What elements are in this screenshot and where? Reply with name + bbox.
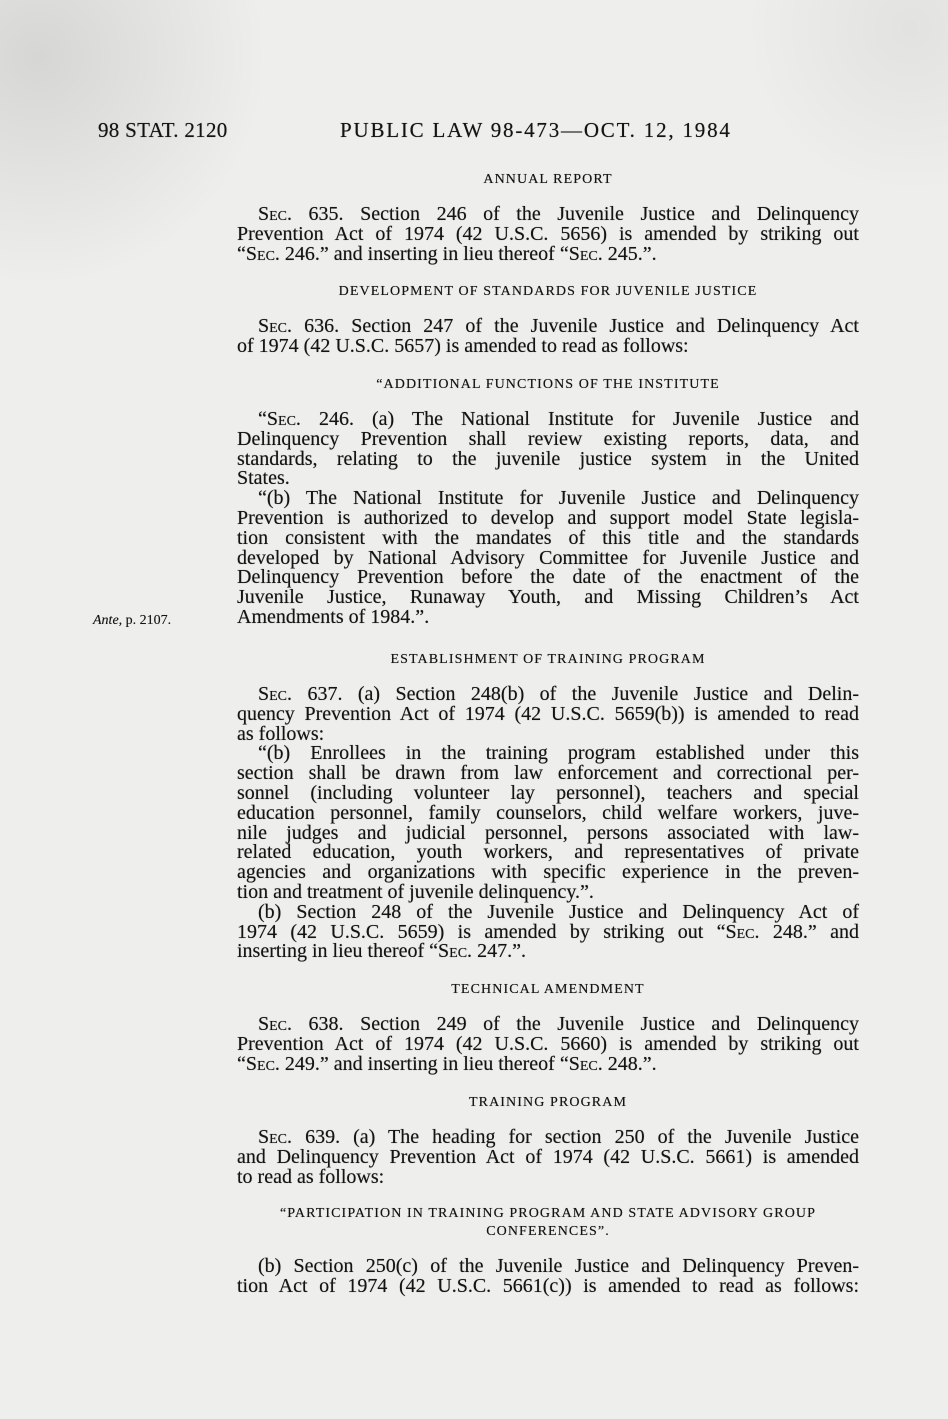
text-line: of 1974 (42 U.S.C. 5657) is amended to read as follows: <box>237 334 689 357</box>
text-line: “Sec. 246. (a) The National Institute for Juvenile Justice and <box>258 408 859 430</box>
text-line: Sec. 635. Section 246 of the Juvenile Justice and Delinquency <box>258 203 859 225</box>
text-line: tion and treatment of juvenile delinquency.”. <box>237 880 594 903</box>
text-line: tion consistent with the mandates of this title and the standards <box>237 526 859 549</box>
section-annual-report <box>237 171 859 264</box>
section-heading <box>237 651 859 669</box>
section-body <box>237 410 859 628</box>
text-line: tion Act of 1974 (42 U.S.C. 5661(c)) is amended to read as follows: <box>237 1274 859 1297</box>
text-line: Juvenile Justice, Runaway Youth, and Missing Children’s Act <box>237 586 859 609</box>
section-abbreviation: Sec. <box>245 1052 280 1075</box>
section-heading-line: “PARTICIPATION IN TRAINING PROGRAM AND STATE ADVISORY GROUP <box>279 1206 816 1221</box>
section-heading-line: ESTABLISHMENT OF TRAINING PROGRAM <box>390 652 706 667</box>
section-heading <box>237 1094 859 1112</box>
text-line: Delinquency Prevention before the date of the enactment of the <box>237 566 859 589</box>
section-body <box>237 317 859 357</box>
section-additional-functions <box>237 376 859 628</box>
text-line: Sec. 639. (a) The heading for section 250 of the Juvenile Justice <box>258 1126 859 1148</box>
section-technical-amendment <box>237 981 859 1074</box>
text-line: education personnel, family counselors, child welfare workers, juve- <box>237 801 859 824</box>
paragraph <box>237 900 859 963</box>
text-line: Prevention Act of 1974 (42 U.S.C. 5656) is amended by striking out <box>237 222 859 245</box>
text-line: developed by National Advisory Committee for Juvenile Justice and <box>237 546 859 569</box>
section-abbreviation: Sec. <box>568 242 603 265</box>
section-heading-line: TRAINING PROGRAM <box>469 1095 627 1110</box>
paragraph <box>237 317 859 357</box>
text-line: “Sec. 249.” and inserting in lieu thereof “Sec. 248.”. <box>237 1052 657 1075</box>
text-line: Delinquency Prevention shall review existing reports, data, and <box>237 427 859 450</box>
margin-note <box>93 612 171 630</box>
text-line: States. <box>237 467 290 490</box>
paragraph <box>237 744 859 902</box>
paragraph <box>237 1015 859 1074</box>
text-line: “(b) The National Institute for Juvenile Justice and Delinquency <box>258 487 859 510</box>
section-abbreviation: Sec. <box>245 242 280 265</box>
section-heading-line: ANNUAL REPORT <box>483 172 613 187</box>
text-line: as follows: <box>237 722 325 745</box>
section-heading <box>237 1205 859 1241</box>
text-line: related education, youth workers, and representatives of private <box>237 841 859 864</box>
section-participation-heading <box>237 1205 859 1297</box>
section-body <box>237 685 859 962</box>
section-heading <box>237 981 859 999</box>
section-heading <box>237 283 859 301</box>
text-line: 1974 (42 U.S.C. 5659) is amended by striking out “Sec. 248.” and <box>237 920 859 943</box>
paragraph <box>237 1257 859 1297</box>
text-line: section shall be drawn from law enforcement and correctional per- <box>237 762 859 785</box>
paragraph <box>237 685 859 744</box>
text-line: (b) Section 248 of the Juvenile Justice and Delinquency Act of <box>258 900 859 923</box>
paragraph <box>237 489 859 628</box>
section-heading-line: CONFERENCES”. <box>486 1224 610 1239</box>
paragraph <box>237 410 859 489</box>
section-body <box>237 205 859 264</box>
section-body <box>237 1128 859 1187</box>
section-abbreviation: Sec. <box>258 203 293 225</box>
text-line: agencies and organizations with specific experience in the preven- <box>237 861 859 884</box>
text-line: Sec. 637. (a) Section 248(b) of the Juvenile Justice and Delin- <box>258 683 859 705</box>
text-line: standards, relating to the juvenile justice system in the United <box>237 447 859 470</box>
text-line: (b) Section 250(c) of the Juvenile Justice and Delinquency Preven- <box>258 1255 859 1277</box>
text-line: Amendments of 1984.”. <box>237 605 430 628</box>
section-training-program <box>237 1094 859 1187</box>
text-line: “Sec. 246.” and inserting in lieu thereof “Sec. 245.”. <box>237 242 657 265</box>
section-abbreviation: Sec. <box>266 408 301 430</box>
margin-note-page: p. 2107. <box>125 613 172 628</box>
section-establishment-of-training-program <box>237 651 859 962</box>
text-line: and Delinquency Prevention Act of 1974 (42 U.S.C. 5661) is amended <box>237 1145 859 1168</box>
paragraph <box>237 1128 859 1187</box>
text-line: inserting in lieu thereof “Sec. 247.”. <box>237 940 526 963</box>
text-line: “(b) Enrollees in the training program established under this <box>258 742 859 765</box>
section-development-of-standards <box>237 283 859 357</box>
statute-page-number: 98 STAT. 2120 <box>98 118 228 142</box>
section-heading-line: DEVELOPMENT OF STANDARDS FOR JUVENILE JUSTICE <box>338 284 758 299</box>
text-line: Prevention is authorized to develop and support model State legisla- <box>237 506 859 529</box>
section-heading <box>237 376 859 394</box>
text-line: Prevention Act of 1974 (42 U.S.C. 5660) is amended by striking out <box>237 1032 859 1055</box>
paragraph <box>237 205 859 264</box>
section-abbreviation: Sec. <box>568 1052 603 1075</box>
section-heading <box>237 171 859 189</box>
text-line: Sec. 638. Section 249 of the Juvenile Justice and Delinquency <box>258 1013 859 1035</box>
section-body <box>237 1257 859 1297</box>
text-line: sonnel (including volunteer lay personnel), teachers and special <box>237 781 859 804</box>
section-heading-line: “ADDITIONAL FUNCTIONS OF THE INSTITUTE <box>376 377 720 392</box>
section-abbreviation: Sec. <box>258 683 293 705</box>
text-line: nile judges and judicial personnel, persons associated with law- <box>237 821 859 844</box>
section-heading-line: TECHNICAL AMENDMENT <box>451 982 645 997</box>
margin-note-ante: Ante, <box>93 613 123 628</box>
section-abbreviation: Sec. <box>258 1126 293 1148</box>
text-line: Sec. 636. Section 247 of the Juvenile Justice and Delinquency Act <box>258 315 859 337</box>
public-law-title: PUBLIC LAW 98-473—OCT. 12, 1984 <box>340 118 732 142</box>
section-abbreviation: Sec. <box>258 1013 293 1035</box>
text-line: to read as follows: <box>237 1165 385 1188</box>
section-body <box>237 1015 859 1074</box>
section-abbreviation: Sec. <box>438 940 473 963</box>
section-abbreviation: Sec. <box>258 315 293 337</box>
text-line: quency Prevention Act of 1974 (42 U.S.C. 5659(b)) is amended to read <box>237 702 859 725</box>
section-abbreviation: Sec. <box>725 920 760 943</box>
